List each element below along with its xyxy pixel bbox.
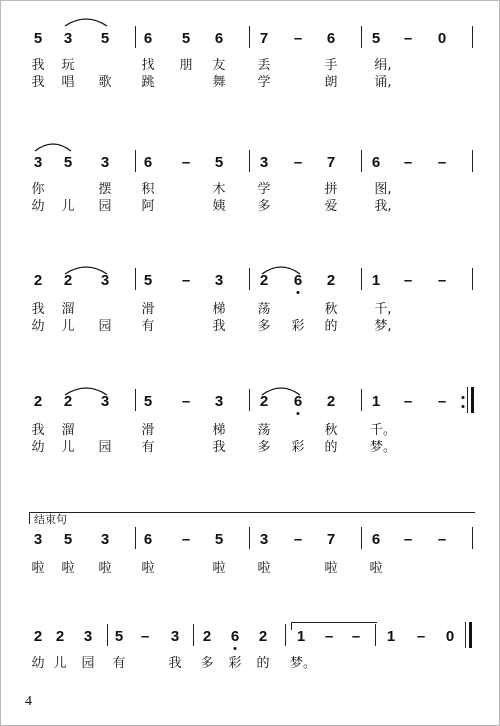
note: 6 (143, 531, 153, 548)
barline (361, 26, 362, 48)
lyric: 的 (324, 319, 338, 334)
lyric: 荡 (257, 302, 271, 317)
note: – (437, 393, 447, 410)
note: 0 (445, 628, 455, 645)
note: 2 (259, 393, 269, 410)
note: 7 (326, 531, 336, 548)
lyric: 多 (200, 656, 214, 671)
note: 1 (371, 272, 381, 289)
note: – (437, 272, 447, 289)
note: 6 (293, 393, 303, 410)
lyric: 积 (141, 182, 155, 197)
lyric: 诵, (374, 75, 392, 90)
note: – (437, 154, 447, 171)
lyric: 啦 (31, 561, 45, 576)
note: 5 (371, 30, 381, 47)
coda-label: 结束句 (34, 513, 67, 526)
lyric: 多 (257, 199, 271, 214)
repeat-barline-thick (471, 387, 474, 413)
barline (472, 150, 473, 172)
note: 6 (371, 531, 381, 548)
lyric: 滑 (141, 302, 155, 317)
barline (361, 527, 362, 549)
lyric: 友 (212, 58, 226, 73)
lyric: 彩 (291, 440, 305, 455)
note: – (437, 531, 447, 548)
note: 3 (100, 272, 110, 289)
lyric: 有 (141, 440, 155, 455)
note: – (403, 272, 413, 289)
note: 0 (437, 30, 447, 47)
final-barline-thin (465, 622, 466, 648)
note: 6 (326, 30, 336, 47)
note: – (293, 531, 303, 548)
lyric: 幼 (31, 656, 45, 671)
lyric: 摆 (98, 182, 112, 197)
barline (249, 527, 250, 549)
lyric: 荡 (257, 423, 271, 438)
note: 5 (114, 628, 124, 645)
note: 7 (326, 154, 336, 171)
note: – (293, 154, 303, 171)
note: 2 (33, 628, 43, 645)
low-octave-dot (234, 647, 237, 650)
lyric: 秋 (324, 302, 338, 317)
note: 3 (100, 393, 110, 410)
barline (107, 624, 108, 646)
note: – (351, 628, 361, 645)
note: 2 (259, 272, 269, 289)
note: – (140, 628, 150, 645)
lyric: 木 (212, 182, 226, 197)
lyric: 梯 (212, 423, 226, 438)
low-octave-dot (297, 412, 300, 415)
note: 3 (214, 393, 224, 410)
note: 3 (33, 531, 43, 548)
lyric: 彩 (291, 319, 305, 334)
lyric: 拼 (324, 182, 338, 197)
note: – (403, 531, 413, 548)
lyric: 有 (112, 656, 126, 671)
note: 6 (371, 154, 381, 171)
note: 5 (181, 30, 191, 47)
lyric: 溜 (61, 423, 75, 438)
lyric: 梦, (374, 319, 392, 334)
lyric: 我 (212, 319, 226, 334)
lyric: 园 (98, 440, 112, 455)
lyric: 我, (374, 199, 392, 214)
note: 2 (63, 272, 73, 289)
lyric: 手 (324, 58, 338, 73)
lyric: 学 (257, 75, 271, 90)
lyric: 我 (31, 423, 45, 438)
lyric: 你 (31, 182, 45, 197)
lyric: 秋 (324, 423, 338, 438)
barline (472, 268, 473, 290)
note: – (403, 30, 413, 47)
lyric: 玩 (61, 58, 75, 73)
lyric: 啦 (98, 561, 112, 576)
lyric: 梯 (212, 302, 226, 317)
barline (472, 26, 473, 48)
note: – (324, 628, 334, 645)
lyric: 我 (168, 656, 182, 671)
barline (135, 26, 136, 48)
lyric: 图, (374, 182, 392, 197)
repeat-dot (462, 396, 465, 399)
barline (193, 624, 194, 646)
lyric: 多 (257, 440, 271, 455)
note: 6 (143, 154, 153, 171)
lyric: 儿 (61, 199, 75, 214)
barline (135, 389, 136, 411)
lyric: 园 (98, 199, 112, 214)
lyric: 的 (324, 440, 338, 455)
note: 3 (100, 154, 110, 171)
note: – (181, 154, 191, 171)
barline (249, 268, 250, 290)
lyric: 啦 (141, 561, 155, 576)
note: 1 (296, 628, 306, 645)
lyric: 梦。 (289, 656, 317, 671)
note: 2 (258, 628, 268, 645)
barline (135, 268, 136, 290)
lyric: 歌 (98, 75, 112, 90)
barline (472, 527, 473, 549)
note: 3 (214, 272, 224, 289)
lyric: 舞 (212, 75, 226, 90)
barline (361, 150, 362, 172)
final-barline-thick (469, 622, 472, 648)
low-octave-dot (297, 291, 300, 294)
lyric: 姨 (212, 199, 226, 214)
note: 5 (214, 154, 224, 171)
note: 5 (143, 393, 153, 410)
lyric: 爱 (324, 199, 338, 214)
note: – (181, 393, 191, 410)
lyric: 朋 (179, 58, 193, 73)
barline (135, 527, 136, 549)
lyric: 啦 (324, 561, 338, 576)
repeat-dot (462, 405, 465, 408)
lyric: 幼 (31, 440, 45, 455)
note: 5 (63, 531, 73, 548)
lyric: 幼 (31, 319, 45, 334)
lyric: 阿 (141, 199, 155, 214)
note: 2 (202, 628, 212, 645)
lyric: 跳 (141, 75, 155, 90)
lyric: 啦 (369, 561, 383, 576)
note: 5 (100, 30, 110, 47)
note: – (293, 30, 303, 47)
coda-bracket (29, 512, 475, 513)
lyric: 找 (141, 58, 155, 73)
barline (375, 624, 376, 646)
note: 6 (293, 272, 303, 289)
note: 5 (33, 30, 43, 47)
note: 3 (259, 531, 269, 548)
lyric: 唱 (61, 75, 75, 90)
note: – (181, 272, 191, 289)
note: 3 (170, 628, 180, 645)
lyric: 彩 (228, 656, 242, 671)
note: 1 (386, 628, 396, 645)
note: – (403, 393, 413, 410)
lyric: 朗 (324, 75, 338, 90)
slur (33, 140, 73, 152)
barline (249, 389, 250, 411)
note: 6 (214, 30, 224, 47)
lyric: 啦 (257, 561, 271, 576)
lyric: 儿 (61, 440, 75, 455)
lyric: 我 (31, 302, 45, 317)
volta-bracket-tick (291, 622, 292, 630)
lyric: 的 (256, 656, 270, 671)
coda-bracket-tick (29, 512, 30, 524)
lyric: 学 (257, 182, 271, 197)
note: 3 (33, 154, 43, 171)
note: – (416, 628, 426, 645)
lyric: 梦。 (369, 440, 397, 455)
note: 2 (63, 393, 73, 410)
page-number: 4 (25, 694, 32, 709)
lyric: 滑 (141, 423, 155, 438)
lyric: 我 (31, 75, 45, 90)
volta-bracket (291, 622, 377, 623)
note: 6 (230, 628, 240, 645)
barline (285, 624, 286, 646)
lyric: 啦 (61, 561, 75, 576)
note: 3 (259, 154, 269, 171)
lyric: 儿 (53, 656, 67, 671)
note: 7 (259, 30, 269, 47)
note: – (181, 531, 191, 548)
note: 6 (143, 30, 153, 47)
lyric: 我 (212, 440, 226, 455)
note: 2 (326, 272, 336, 289)
lyric: 千。 (369, 423, 397, 438)
barline (361, 268, 362, 290)
barline (249, 26, 250, 48)
note: 3 (63, 30, 73, 47)
note: – (403, 154, 413, 171)
note: 1 (371, 393, 381, 410)
lyric: 园 (81, 656, 95, 671)
note: 5 (214, 531, 224, 548)
note: 3 (100, 531, 110, 548)
lyric: 儿 (61, 319, 75, 334)
repeat-barline-thin (467, 387, 468, 413)
barline (135, 150, 136, 172)
lyric: 幼 (31, 199, 45, 214)
lyric: 我 (31, 58, 45, 73)
note: 5 (143, 272, 153, 289)
note: 2 (55, 628, 65, 645)
note: 2 (33, 393, 43, 410)
lyric: 园 (98, 319, 112, 334)
note: 5 (63, 154, 73, 171)
lyric: 绢, (374, 58, 392, 73)
barline (361, 389, 362, 411)
barline (249, 150, 250, 172)
lyric: 丢 (257, 58, 271, 73)
lyric: 多 (257, 319, 271, 334)
lyric: 千, (374, 302, 392, 317)
lyric: 溜 (61, 302, 75, 317)
slur (63, 15, 109, 27)
lyric: 有 (141, 319, 155, 334)
note: 2 (33, 272, 43, 289)
note: 2 (326, 393, 336, 410)
lyric: 啦 (212, 561, 226, 576)
note: 3 (83, 628, 93, 645)
